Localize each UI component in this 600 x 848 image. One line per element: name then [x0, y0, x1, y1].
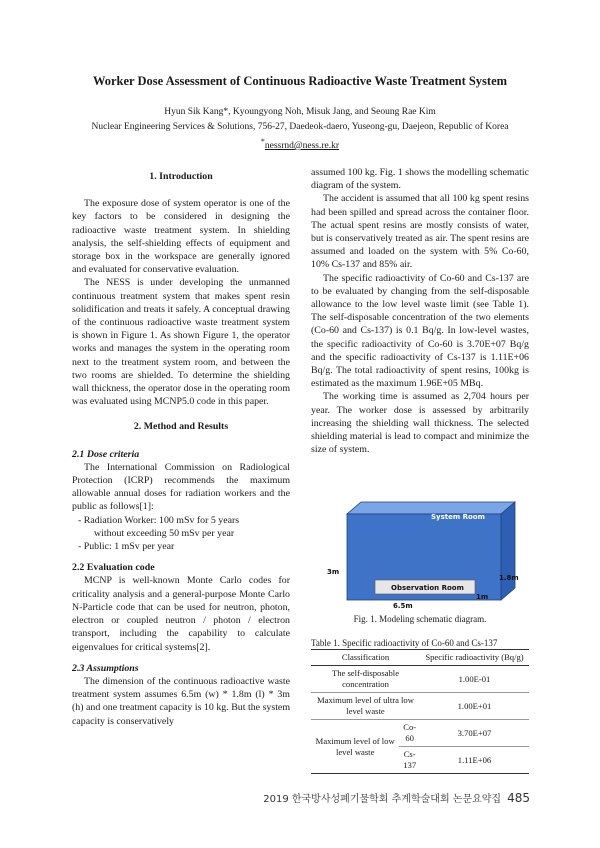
page-footer — [263, 790, 530, 805]
modeling-schematic — [311, 500, 529, 610]
dose-paragraph: The International Commission on Radiological Protection (ICRP) recommends the maximum allowable annual doses for radiation workers and the public as follows[1]: — [72, 461, 290, 513]
width-label: 6.5m — [393, 602, 413, 610]
row-co60-isotope: Co-60 — [399, 720, 420, 747]
intro-paragraph-1: The exposure dose of system operator is one of the key factors to be considered in designing the radioactive waste treatment system. In shielding analysis, the self-shielding effects of equipment and storage box in the workspace are generally ignored and evaluated for conservative evaluation. — [72, 198, 290, 276]
affiliation: Nuclear Engineering Services & Solutions, 756-27, Daedeok-daero, Yuseong-gu, Daejeon, Republic of Korea — [91, 122, 509, 132]
height-label: 3m — [327, 568, 340, 576]
thickness-label: 1m — [476, 593, 489, 601]
corresponding-email — [0, 137, 600, 151]
assumptions-paragraph-3: The specific radioactivity of Co-60 and Cs-137 are to be evaluated by changing from the self-disposable allowance to the low level waste limit (see Table 1). The self-disposable concentration of the two elements (Co-60 and Cs-137) is 0.1 Bq/g. In low-level wastes, the specific radioactivity of Co-60 is 3.70E+07 Bq/g and the specific radioactivity of Cs-137 is 1.11E+06 Bq/g. The total radioactivity of spent resins, 100kg is estimated as the maximum 1.96E+05 MBq. — [311, 272, 529, 390]
page-number: 485 — [507, 791, 530, 805]
assumptions-paragraph-2: The accident is assumed that all 100 kg spent resins had been spilled and spread across the container floor. The actual spent resins are mostly consists of water, but is conservatively treated as air. The spent resins are assumed and loaded on the system with 5% Co-60, 10% Cs-137 and 85% air. — [311, 193, 529, 271]
row-self-disposable-value: 1.00E-01 — [420, 666, 529, 693]
subsection-evaluation-code: 2.2 Evaluation code — [72, 562, 155, 574]
observation-room-label: Observation Room — [391, 584, 464, 592]
dose-list-item-worker: - Radiation Worker: 100 mSv for 5 years — [78, 514, 240, 526]
subsection-assumptions: 2.3 Assumptions — [72, 662, 139, 674]
email-mark: * — [260, 137, 265, 146]
left-column — [72, 166, 290, 728]
specific-radioactivity-table — [311, 649, 529, 774]
assumptions-paragraph-4: The working time is assumed as 2,704 hours per year. The worker dose is assessed by arbitrarily increasing the shielding wall thickness. The selected shielding material is lead to compact and minimize the size of system. — [311, 391, 529, 456]
table-row — [311, 720, 529, 747]
row-cs137-isotope: Cs-137 — [399, 747, 420, 774]
row-low-level-label: Maximum level of low level waste — [311, 720, 399, 774]
table-row — [311, 693, 529, 720]
box-side-face — [501, 502, 515, 600]
table-row — [311, 666, 529, 693]
assumptions-paragraph-cont: assumed 100 kg. Fig. 1 shows the modelling schematic diagram of the system. — [311, 167, 529, 192]
author-list: Hyun Sik Kang*, Kyoungyong Noh, Misuk Jang, and Seoung Rae Kim — [164, 107, 436, 117]
dose-list-item-worker-cont: without exceeding 50 mSv per year — [94, 527, 235, 539]
section-heading-introduction: 1. Introduction — [149, 171, 213, 182]
table-header-row — [311, 650, 529, 666]
header-specific-radioactivity: Specific radioactivity (Bq/g) — [420, 650, 529, 666]
intro-paragraph-2: The NESS is under developing the unmanned continuous treatment system that makes spent resin solidification and treats it safely. A conceptual drawing of the continuous radioactive waste treatment system is shown in Figure 1. As shown Figure 1, the operator works and manages the system in the operating room next to the treatment system room, and between the two rooms are shielded. To determine the shielding wall thickness, the operator dose in the operating room was evaluated using MCNP5.0 code in this paper. — [72, 277, 290, 408]
row-co60-value: 3.70E+07 — [420, 720, 529, 747]
right-column — [311, 166, 529, 456]
subsection-dose-criteria: 2.1 Dose criteria — [72, 448, 140, 460]
row-cs137-value: 1.11E+06 — [420, 747, 529, 774]
dose-list-item-public: - Public: 1 mSv per year — [78, 541, 175, 553]
email-address[interactable]: nessrnd@ness.re.kr — [264, 141, 340, 152]
paper-title: Worker Dose Assessment of Continuous Radioactive Waste Treatment System — [92, 74, 508, 88]
section-heading-method: 2. Method and Results — [133, 421, 229, 433]
footer-proceedings: 2019 한국방사성폐기물학회 추계학술대회 논문요약집 — [263, 794, 502, 805]
row-self-disposable-label: The self-disposable concentration — [311, 666, 420, 693]
length-label: 1.8m — [499, 574, 519, 582]
eval-paragraph: MCNP is well-known Monte Carlo codes for criticality analysis and a general-purpose Monte Carlo N-Particle code that can be used for neutron, photon, electron or coupled neutron / photon / electron transport, including the capability to calculate eigenvalues for critical systems[2]. — [72, 575, 290, 653]
row-ultra-low-value: 1.00E+01 — [420, 693, 529, 720]
system-room-label: System Room — [431, 513, 485, 521]
assumptions-paragraph-1: The dimension of the continuous radioactive waste treatment system assumes 6.5m (w) * 1.8m (l) * 3m (h) and one treatment capacity is 10 kg. But the system capacity is conservatively — [72, 675, 290, 727]
figure-caption: Fig. 1. Modeling schematic diagram. — [353, 614, 487, 624]
figure-1 — [311, 500, 529, 630]
table-caption: Table 1. Specific radioactivity of Co-60 and Cs-137 — [311, 638, 498, 648]
row-ultra-low-label: Maximum level of ultra low level waste — [311, 693, 420, 720]
header-classification: Classification — [311, 650, 420, 666]
